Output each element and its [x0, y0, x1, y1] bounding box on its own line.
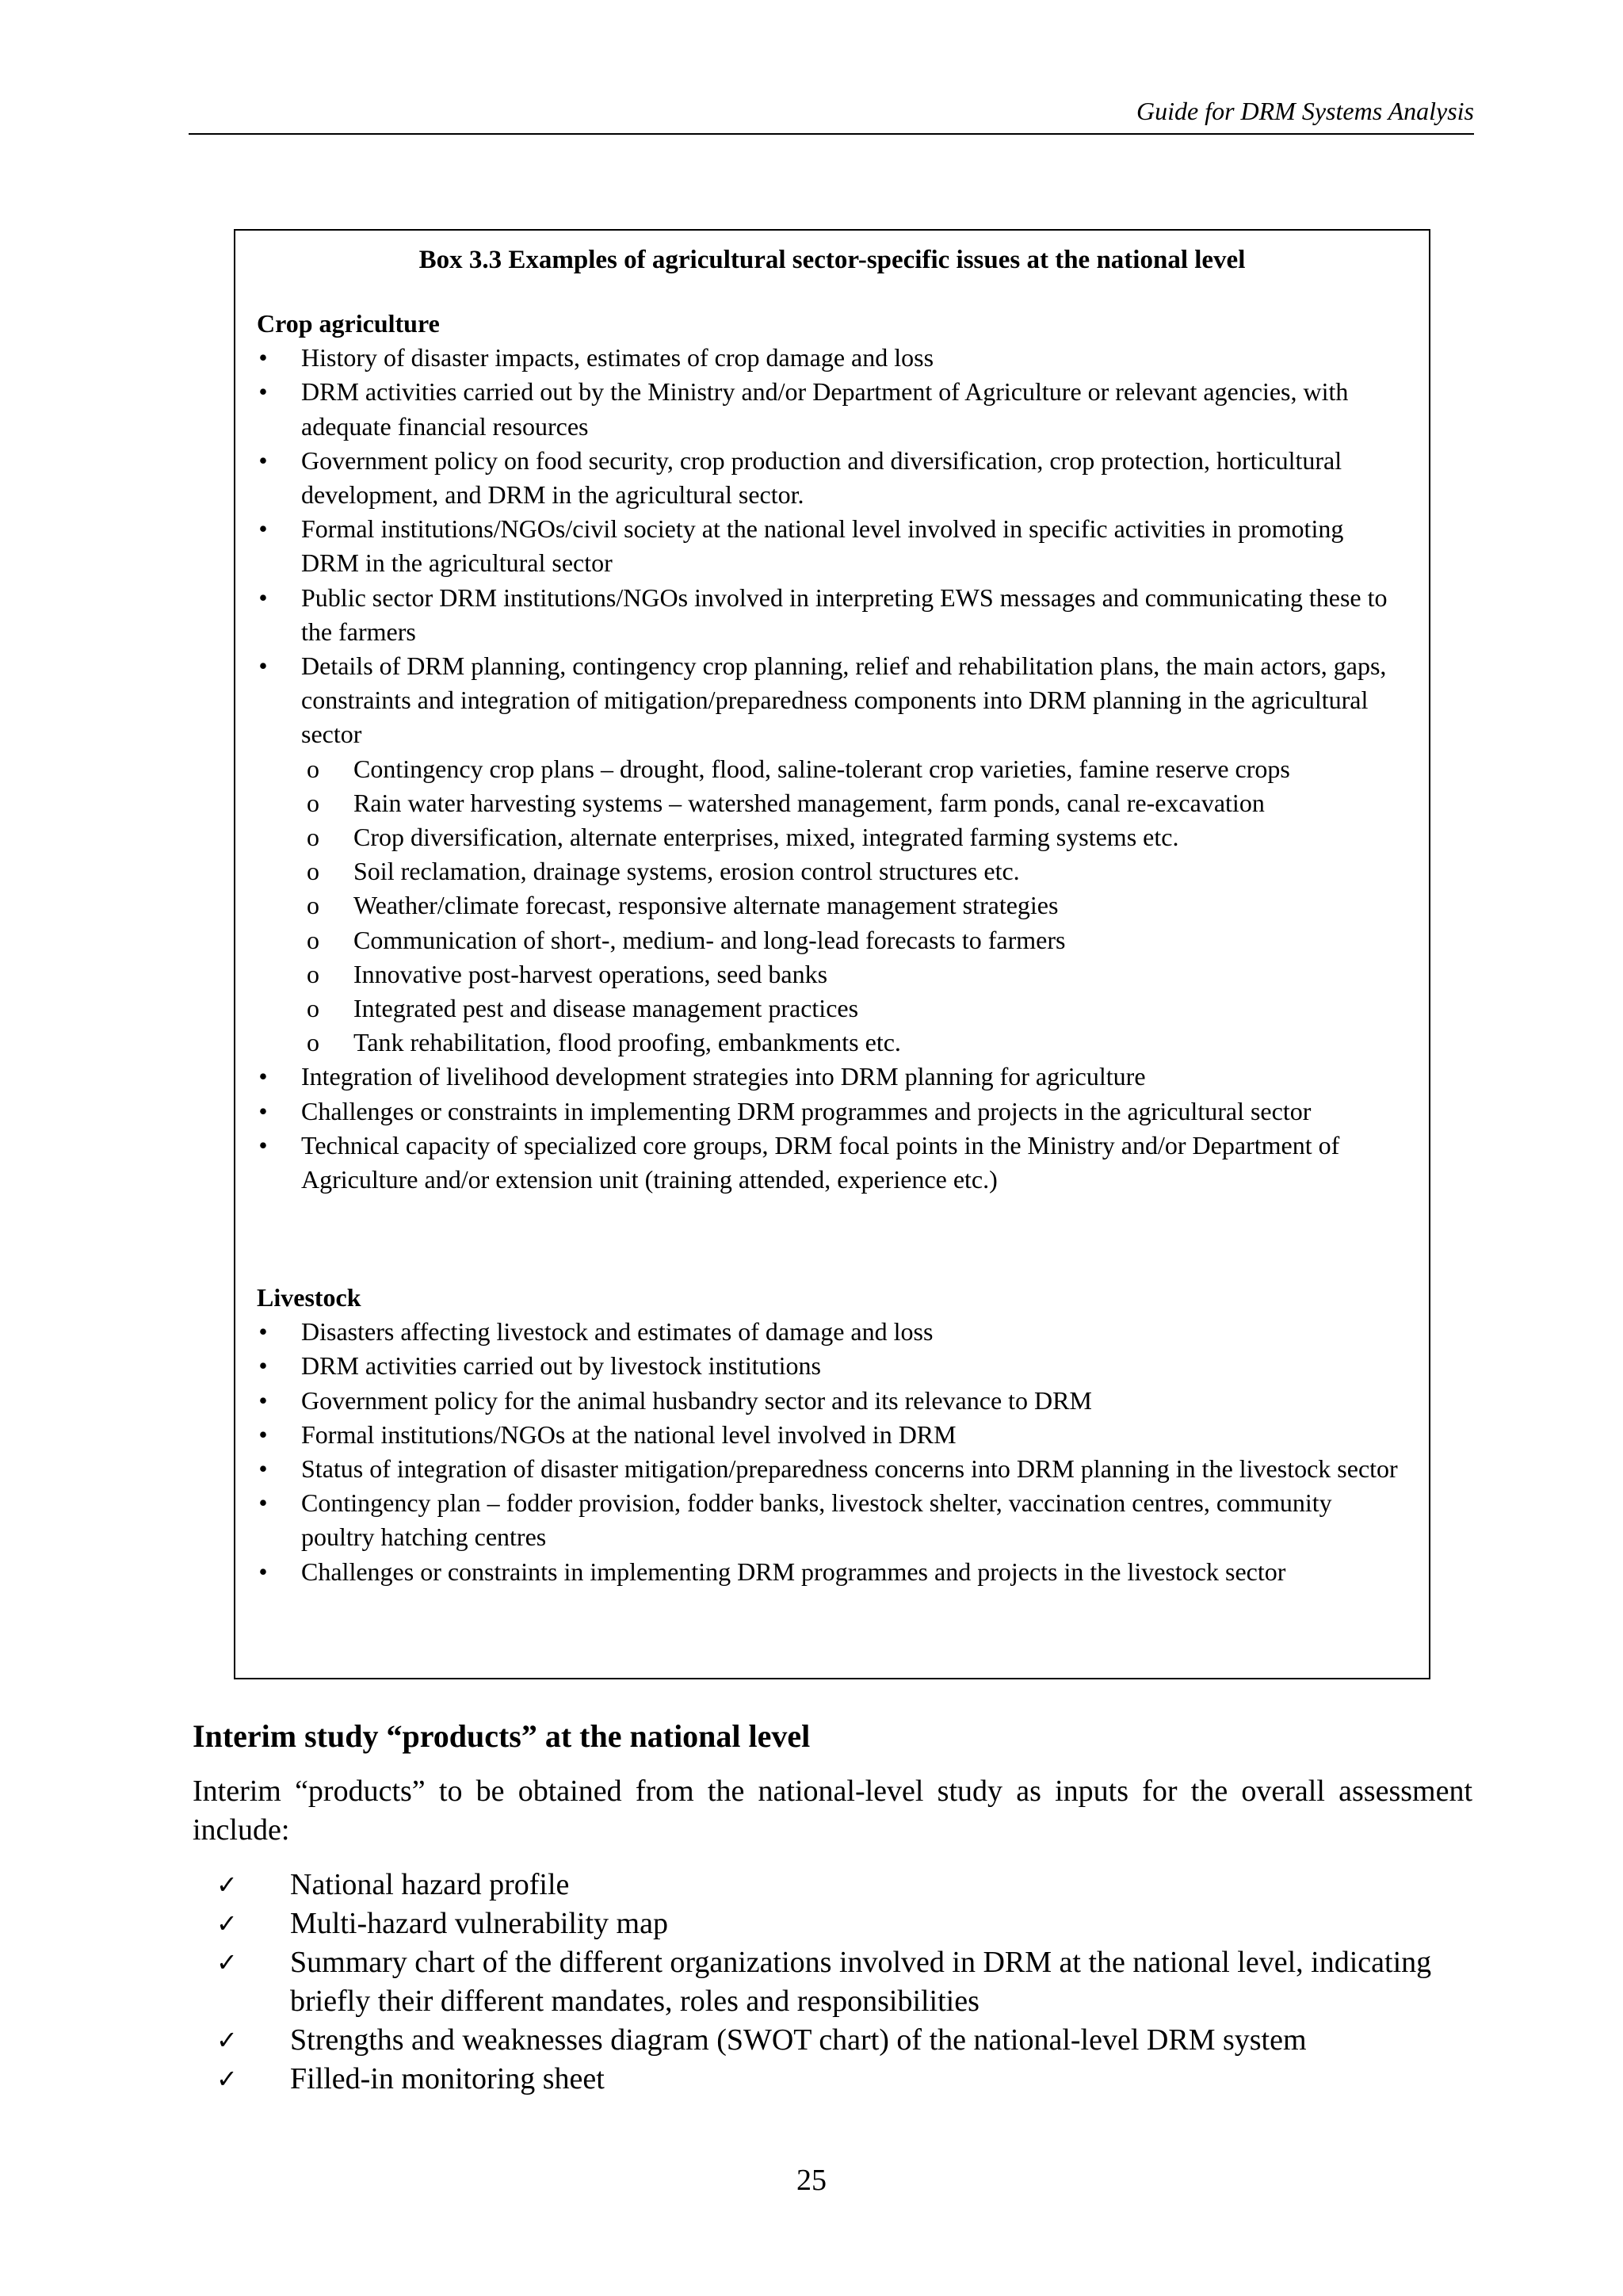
- header-rule: [189, 133, 1474, 135]
- list-item-text: Technical capacity of specialized core groups, DRM focal points in the Ministry and/or Department of Agriculture and/or extension unit (training attended, experience etc.): [301, 1130, 1340, 1194]
- checklist-item-text: Summary chart of the different organizations involved in DRM at the national level, indicating briefly their different mandates, roles and responsibilities: [290, 1946, 1432, 2018]
- bullet-icon: •: [258, 1130, 268, 1159]
- bullet-icon: •: [258, 1454, 268, 1483]
- sub-list-item: [257, 923, 1405, 957]
- list-item-text: DRM activities carried out by livestock institutions: [301, 1351, 821, 1381]
- sub-list-item-text: Weather/climate forecast, responsive alternate management strategies: [353, 891, 1059, 920]
- sub-list-item-text: Soil reclamation, drainage systems, erosion control structures etc.: [353, 857, 1020, 886]
- sub-list-item-text: Communication of short-, medium- and long-lead forecasts to farmers: [353, 925, 1066, 954]
- bullet-icon: •: [258, 1385, 268, 1415]
- circle-bullet-icon: o: [307, 857, 319, 886]
- circle-bullet-icon: o: [307, 891, 319, 920]
- list-item: [257, 1452, 1405, 1486]
- list-item-text: Status of integration of disaster mitigation/preparedness concerns into DRM planning in the livestock sector: [301, 1454, 1398, 1483]
- crop-agriculture-heading: Crop agriculture: [257, 309, 440, 338]
- list-item-text: Details of DRM planning, contingency crop planning, relief and rehabilitation plans, the main actors, gaps, constraints and integration of mitigation/preparedness components into DRM planning in the agricultural sector: [301, 651, 1387, 749]
- list-item-text: Contingency plan – fodder provision, fodder banks, livestock shelter, vaccination centres, community poultry hatching centres: [301, 1488, 1332, 1552]
- checklist-item: [216, 1904, 1472, 1943]
- checklist-item: [216, 2021, 1472, 2060]
- sub-list-item-text: Tank rehabilitation, flood proofing, embankments etc.: [353, 1028, 901, 1057]
- list-item-text: Formal institutions/NGOs/civil society at the national level involved in specific activities in promoting DRM in the agricultural sector: [301, 514, 1344, 578]
- crop-planning-sublist: [257, 752, 1405, 1060]
- circle-bullet-icon: o: [307, 823, 319, 852]
- list-item: [257, 1418, 1405, 1452]
- circle-bullet-icon: o: [307, 1028, 319, 1057]
- bullet-icon: •: [258, 583, 268, 612]
- checklist-item: [216, 2060, 1472, 2099]
- sub-list-item: [257, 854, 1405, 888]
- bullet-icon: •: [258, 1096, 268, 1125]
- sub-list-item-text: Integrated pest and disease management practices: [353, 994, 859, 1023]
- box-3-3: [234, 229, 1430, 1679]
- list-item: [257, 1060, 1405, 1094]
- list-item: [257, 581, 1405, 649]
- list-item-text: Challenges or constraints in implementing DRM programmes and projects in the agricultural sector: [301, 1096, 1312, 1125]
- crop-agriculture-list: [257, 341, 1405, 751]
- list-item: [257, 444, 1405, 512]
- sub-list-item: [257, 1026, 1405, 1060]
- livestock-heading: Livestock: [257, 1283, 361, 1312]
- bullet-icon: •: [258, 1062, 268, 1091]
- checkmark-icon: ✓: [216, 1908, 238, 1939]
- circle-bullet-icon: o: [307, 994, 319, 1023]
- running-header: Guide for DRM Systems Analysis: [1136, 97, 1474, 125]
- sub-list-item: [257, 991, 1405, 1026]
- circle-bullet-icon: o: [307, 754, 319, 783]
- interim-products-section: [193, 1717, 1472, 2099]
- sub-list-item-text: Crop diversification, alternate enterprises, mixed, integrated farming systems etc.: [353, 823, 1179, 852]
- sub-list-item: [257, 786, 1405, 820]
- bullet-icon: •: [258, 651, 268, 681]
- crop-agriculture-list-continued: [257, 1060, 1405, 1197]
- livestock-section: [257, 1281, 1405, 1589]
- list-item-text: DRM activities carried out by the Ministry and/or Department of Agriculture or relevant agencies, with adequate financial resources: [301, 377, 1349, 441]
- checklist-item-text: National hazard profile: [290, 1868, 570, 1901]
- bullet-icon: •: [258, 1351, 268, 1381]
- list-item-text: Formal institutions/NGOs at the national level involved in DRM: [301, 1419, 957, 1449]
- checkmark-icon: ✓: [216, 1870, 238, 1900]
- circle-bullet-icon: o: [307, 959, 319, 988]
- list-item-text: Integration of livelihood development strategies into DRM planning for agriculture: [301, 1062, 1146, 1091]
- bullet-icon: •: [258, 1317, 268, 1347]
- checklist-item-text: Multi-hazard vulnerability map: [290, 1907, 668, 1940]
- checklist-item: [216, 1866, 1472, 1904]
- list-item: [257, 1129, 1405, 1197]
- list-item: [257, 649, 1405, 752]
- intro-paragraph: Interim “products” to be obtained from the national-level study as inputs for the overall assessment include:: [193, 1775, 1472, 1847]
- list-item: [257, 1555, 1405, 1589]
- bullet-icon: •: [258, 445, 268, 475]
- list-item: [257, 1349, 1405, 1383]
- list-item-text: Public sector DRM institutions/NGOs involved in interpreting EWS messages and communicating these to the farmers: [301, 583, 1388, 646]
- checkmark-icon: ✓: [216, 2025, 238, 2055]
- list-item-text: Government policy on food security, crop production and diversification, crop protection, horticultural development, and DRM in the agricultural sector.: [301, 445, 1342, 509]
- checkmark-icon: ✓: [216, 2064, 238, 2094]
- checklist-item: [216, 1943, 1472, 2021]
- circle-bullet-icon: o: [307, 788, 319, 817]
- list-item-text: Disasters affecting livestock and estimates of damage and loss: [301, 1317, 934, 1347]
- sub-list-item: [257, 888, 1405, 923]
- list-item: [257, 1384, 1405, 1418]
- bullet-icon: •: [258, 514, 268, 544]
- bullet-icon: •: [258, 1557, 268, 1586]
- bullet-icon: •: [258, 377, 268, 407]
- sub-list-item-text: Innovative post-harvest operations, seed banks: [353, 959, 828, 988]
- products-checklist: [216, 1866, 1472, 2099]
- checklist-item-text: Filled-in monitoring sheet: [290, 2062, 605, 2095]
- circle-bullet-icon: o: [307, 925, 319, 954]
- list-item: [257, 375, 1405, 443]
- list-item: [257, 512, 1405, 580]
- list-item: [257, 1095, 1405, 1129]
- page-number: 25: [796, 2164, 827, 2197]
- checklist-item-text: Strengths and weaknesses diagram (SWOT chart) of the national-level DRM system: [290, 2023, 1307, 2057]
- sub-list-item-text: Contingency crop plans – drought, flood, saline-tolerant crop varieties, famine reserve crops: [353, 754, 1290, 783]
- list-item-text: History of disaster impacts, estimates of crop damage and loss: [301, 343, 934, 372]
- crop-agriculture-section: [257, 307, 1405, 1197]
- sub-list-item: [257, 957, 1405, 991]
- section-heading: Interim study “products” at the national level: [193, 1718, 811, 1754]
- box-title: Box 3.3 Examples of agricultural sector-specific issues at the national level: [418, 246, 1246, 274]
- bullet-icon: •: [258, 1488, 268, 1518]
- checkmark-icon: ✓: [216, 1947, 238, 1977]
- sub-list-item: [257, 820, 1405, 854]
- list-item-text: Challenges or constraints in implementing DRM programmes and projects in the livestock sector: [301, 1557, 1286, 1586]
- list-item-text: Government policy for the animal husbandry sector and its relevance to DRM: [301, 1385, 1092, 1415]
- sub-list-item: [257, 752, 1405, 786]
- livestock-list: [257, 1315, 1405, 1589]
- bullet-icon: •: [258, 343, 268, 372]
- bullet-icon: •: [258, 1419, 268, 1449]
- sub-list-item-text: Rain water harvesting systems – watershed management, farm ponds, canal re-excavation: [353, 788, 1265, 817]
- list-item: [257, 341, 1405, 375]
- list-item: [257, 1486, 1405, 1554]
- list-item: [257, 1315, 1405, 1349]
